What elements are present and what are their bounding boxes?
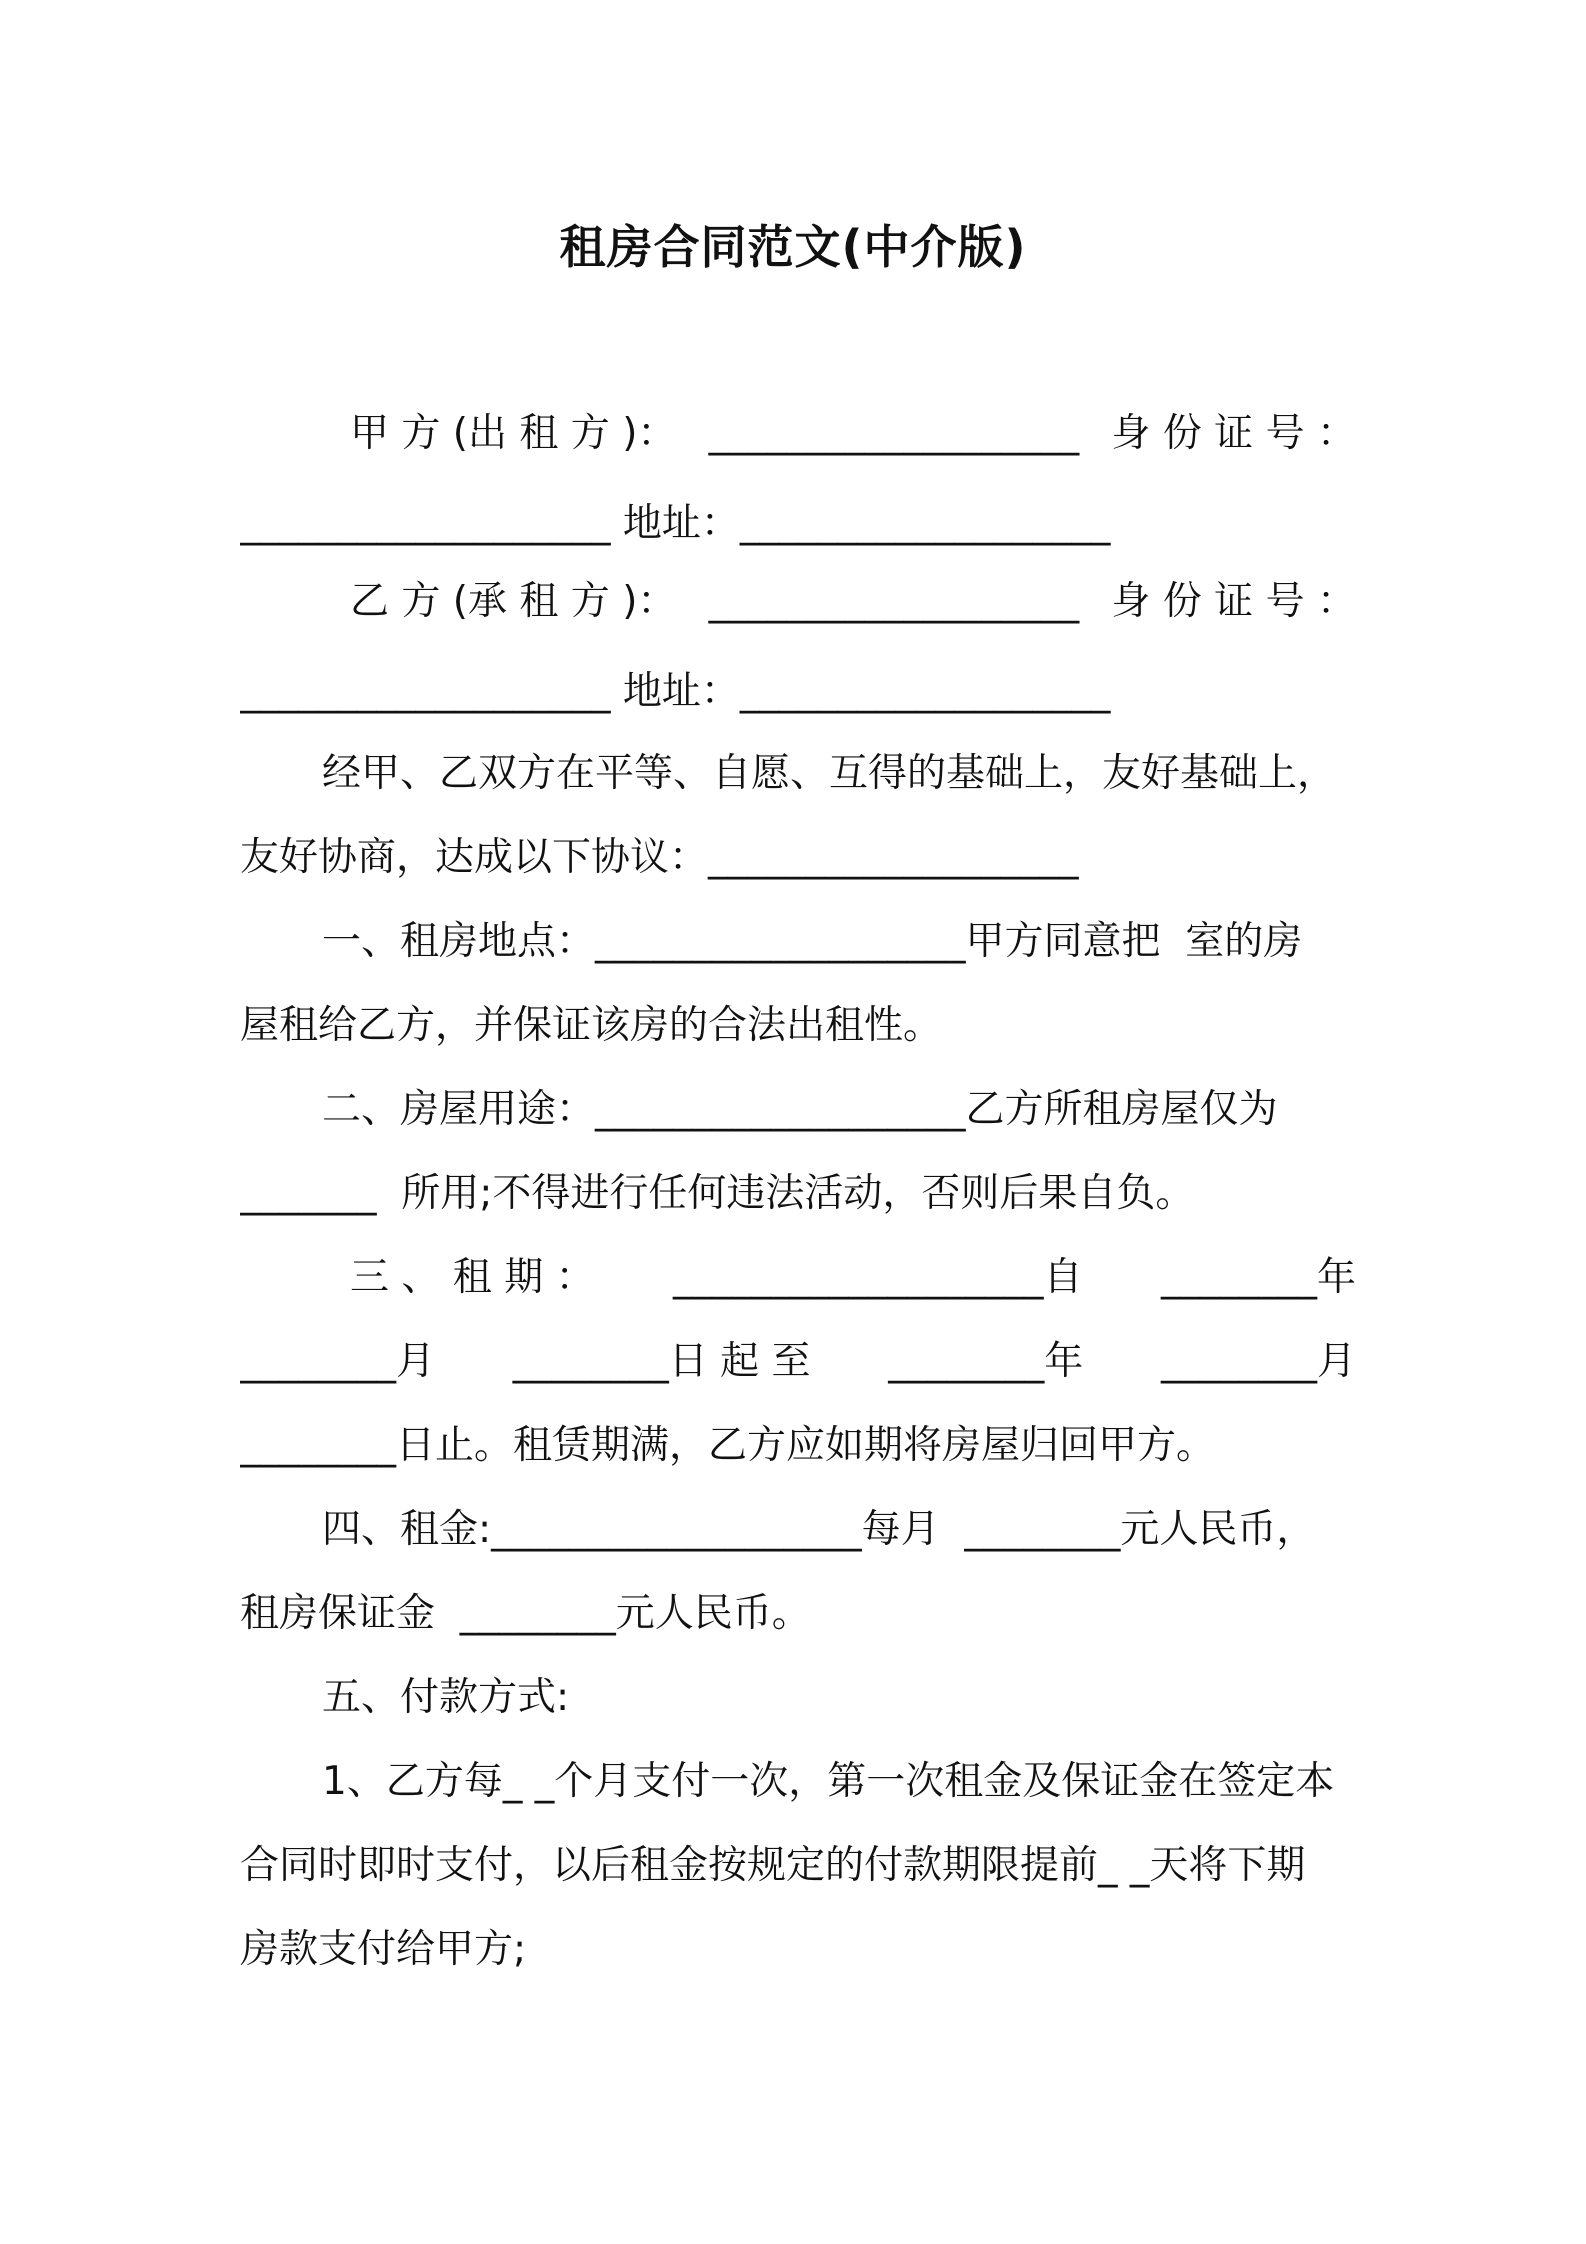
clause5-item1-line3: 房款支付给甲方; (240, 1927, 527, 1972)
party-b-address-label: 地址： (610, 669, 740, 714)
party-b-line2 (240, 662, 1356, 722)
party-b-name-blank: ___________________ (708, 579, 1080, 624)
clause3-end-month-blank: ________月 (1160, 1339, 1356, 1384)
clause3-end-year-blank: ________年 (888, 1339, 1084, 1384)
party-b-address-blank: ___________________ (739, 669, 1111, 714)
document-title: 租房合同范文(中介版) (559, 220, 1027, 274)
party-a-label: 甲 方 (出 租 方 )： (350, 411, 677, 456)
clause3-month-blank: ________月 (240, 1339, 436, 1384)
party-a-address-blank: ___________________ (739, 501, 1111, 546)
party-a-id-blank: ___________________ (240, 501, 611, 546)
intro-line2: 友好协商，达成以下协议：___________________ (240, 835, 1079, 880)
clause2-line1: 二、房屋用途：___________________乙方所租房屋仅为 (322, 1087, 1278, 1132)
party-a-line2 (240, 494, 1356, 554)
party-a-name-blank: ___________________ (708, 411, 1080, 456)
clause1-line2: 屋租给乙方，并保证该房的合法出租性。 (240, 1003, 943, 1048)
clause5-heading: 五、付款方式: (322, 1675, 570, 1720)
clause3-line3: ________日止。租赁期满，乙方应如期将房屋归回甲方。 (240, 1423, 1216, 1468)
clause2-line2: _______ 所用;不得进行任何违法活动，否则后果自负。 (240, 1171, 1195, 1216)
party-b-line1 (240, 572, 1356, 632)
party-a-address-label: 地址： (610, 501, 740, 546)
clause4-line2: 租房保证金 ________元人民币。 (240, 1591, 811, 1636)
party-a-id-label: 身 份 证 号 ： (1111, 411, 1356, 456)
clause3-day-to-blank: ________日 起 至 (512, 1339, 811, 1384)
party-b-label: 乙 方 (承 租 方 )： (350, 579, 677, 624)
clause3-line1 (240, 1248, 1356, 1308)
clause5-item1-line2: 合同时即时支付，以后租金按规定的付款期限提前_ _天将下期 (240, 1843, 1306, 1888)
intro-line1: 经甲、乙双方在平等、自愿、互得的基础上，友好基础上， (322, 751, 1337, 796)
party-b-id-blank: ___________________ (240, 669, 611, 714)
clause3-year-blank: ________年 (1160, 1255, 1356, 1300)
clause3-from-blank: ___________________自 (673, 1255, 1083, 1300)
clause4-line1: 四、租金:___________________每月 ________元人民币， (322, 1507, 1316, 1552)
clause5-item1-line1: 1、乙方每_ _个月支付一次，第一次租金及保证金在签定本 (322, 1759, 1335, 1804)
clause3-line2 (240, 1332, 1356, 1392)
clause3-heading: 三 、 租 期 ： (350, 1255, 595, 1300)
clause1-line1: 一、租房地点：___________________甲方同意把 室的房 (322, 919, 1303, 964)
party-a-line1 (240, 404, 1356, 464)
party-b-id-label: 身 份 证 号 ： (1111, 579, 1356, 624)
